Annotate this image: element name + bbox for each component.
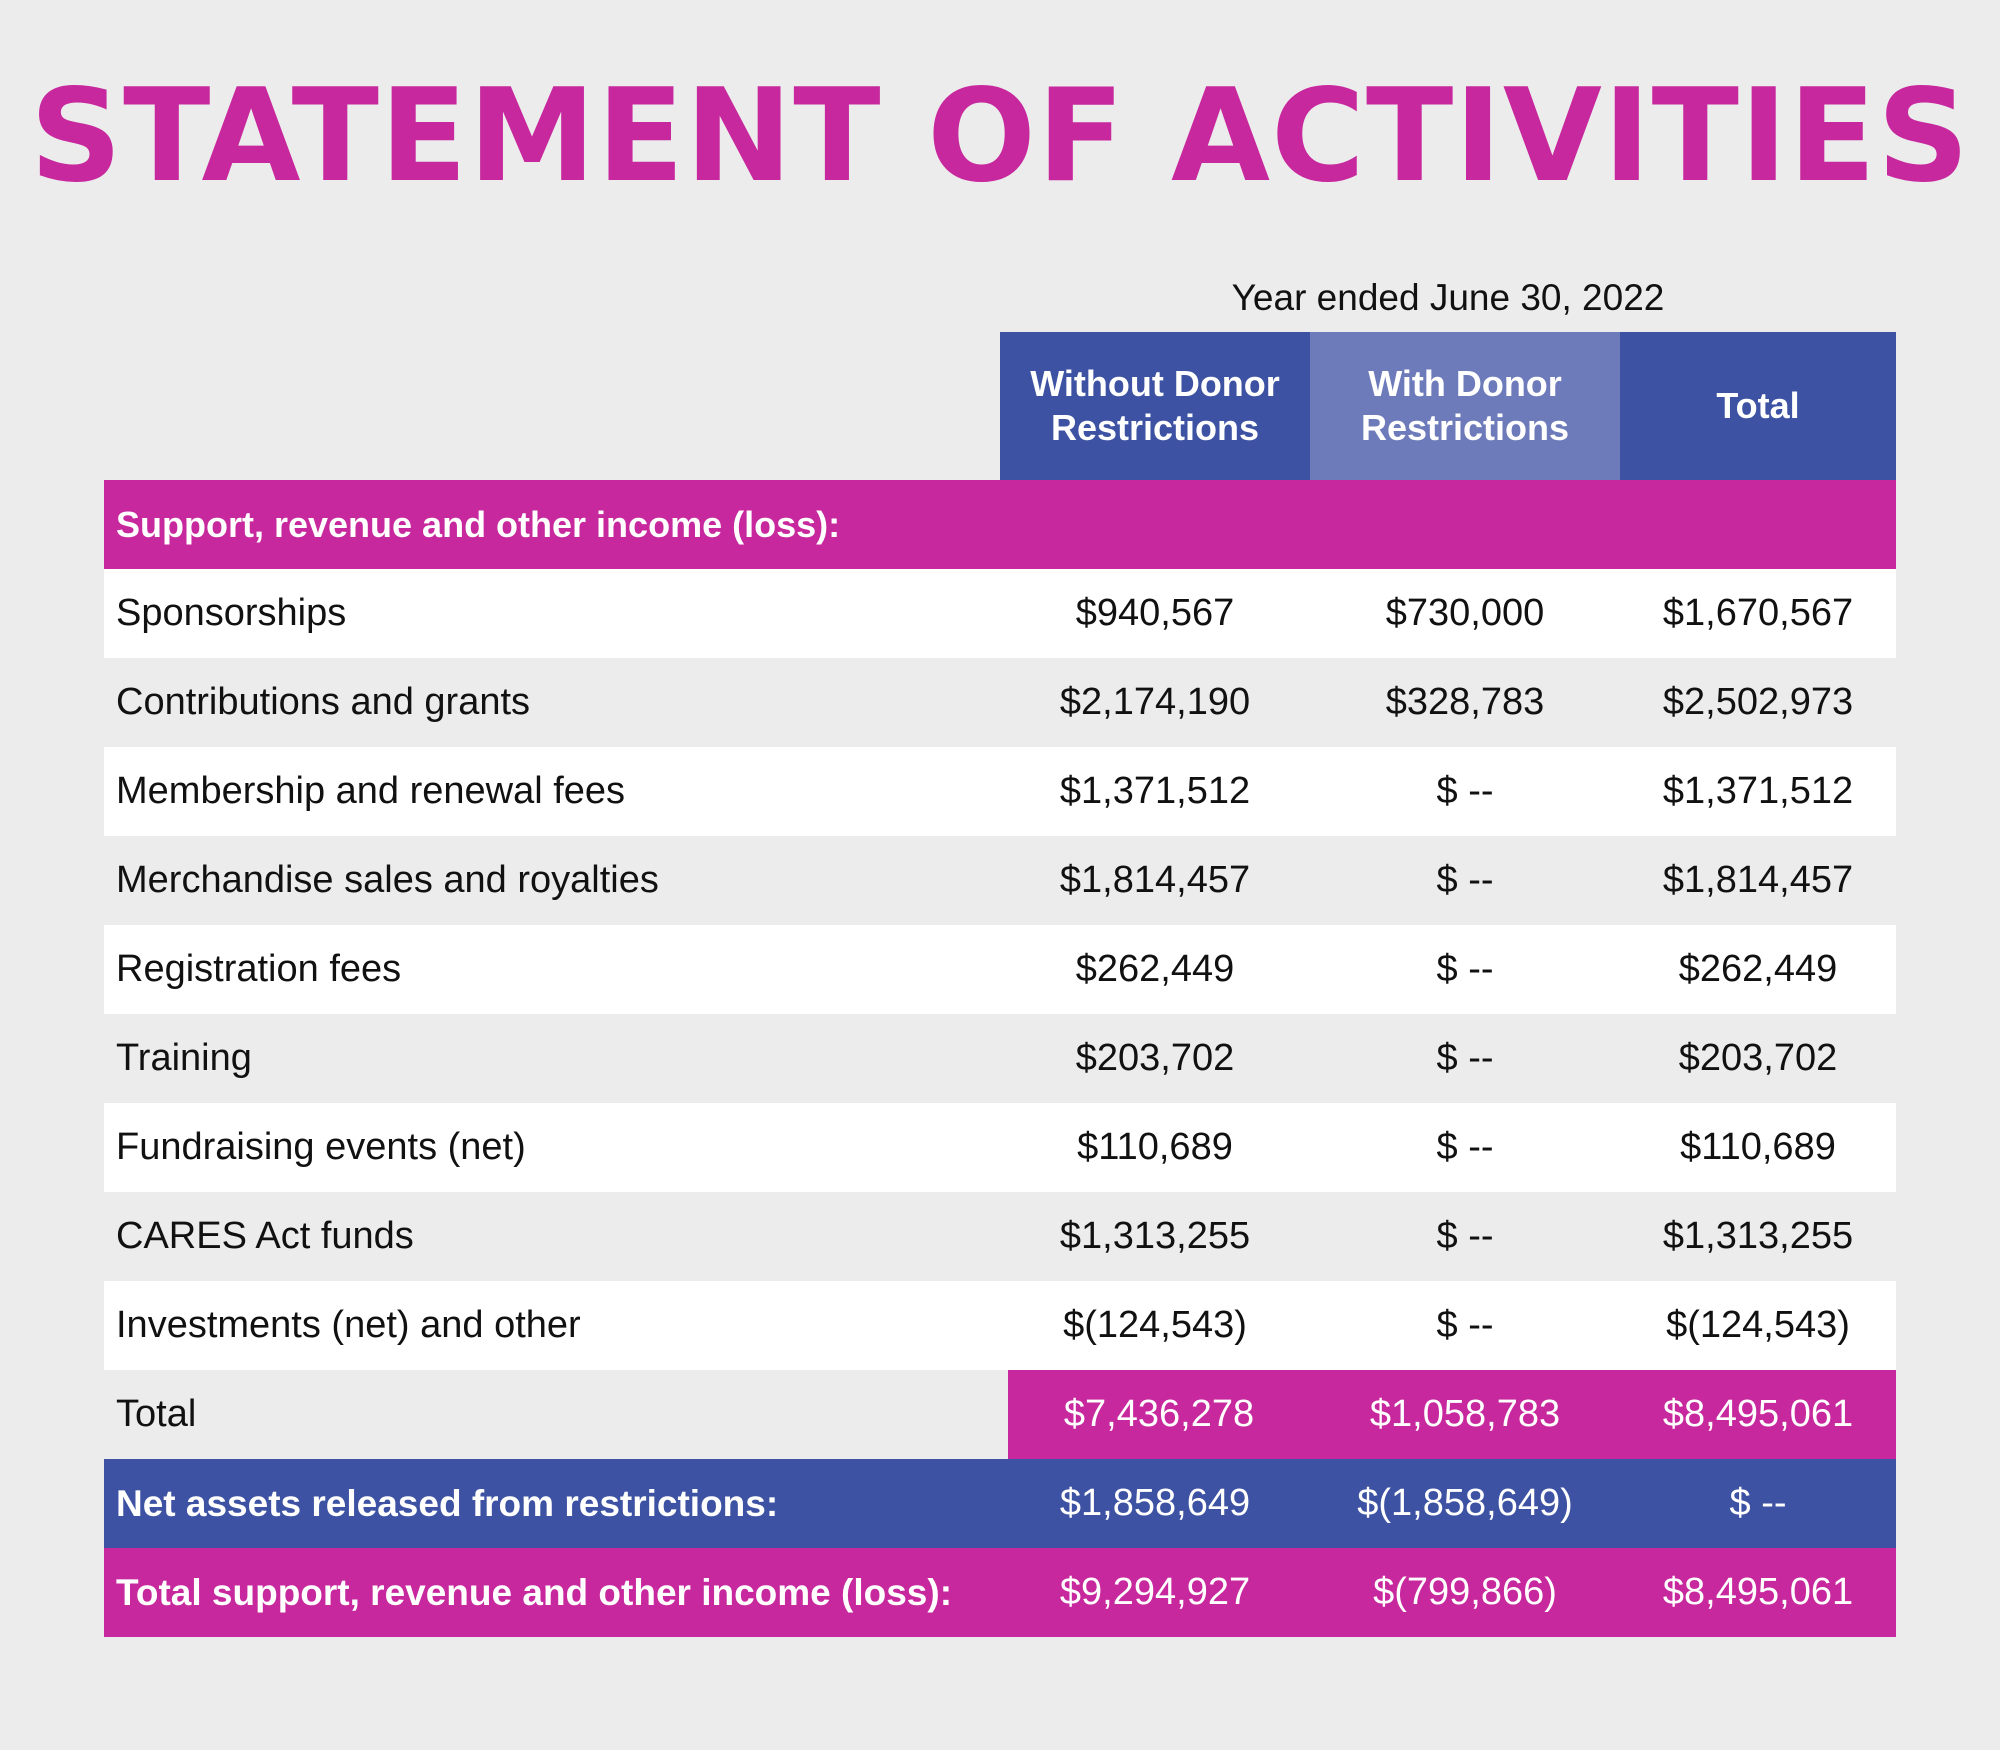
net-assets-with-donor: $(1,858,649) [1357,1482,1573,1524]
table-row [104,569,1896,658]
total-without-donor: $7,436,278 [1008,1370,1310,1459]
value-without-donor: $110,689 [1077,1126,1233,1168]
value-without-donor: $1,371,512 [1059,770,1251,812]
total-total: $8,495,061 [1620,1370,1896,1459]
net-assets-label: Net assets released from restrictions: [116,1482,779,1524]
total-label: Total [104,1370,1000,1459]
row-label: Investments (net) and other [116,1304,581,1346]
value-total: $1,313,255 [1662,1215,1854,1257]
value-with-donor: $ -- [1436,948,1494,990]
table-row [104,1192,1896,1281]
grand-total-without-donor: $9,294,927 [1059,1571,1251,1613]
activities-table [104,332,1896,1637]
row-label: Training [116,1037,252,1079]
value-with-donor: $ -- [1436,1037,1494,1079]
value-without-donor: $203,702 [1075,1037,1235,1079]
net-assets-total: $ -- [1729,1482,1787,1524]
grand-total-total: $8,495,061 [1662,1571,1854,1613]
row-label: Fundraising events (net) [116,1126,526,1168]
period-caption: Year ended June 30, 2022 [1231,277,1665,318]
value-without-donor: $(124,543) [1063,1304,1247,1346]
grand-total-label: Total support, revenue and other income (loss): [116,1571,953,1613]
table-row [104,1281,1896,1370]
value-with-donor: $730,000 [1385,592,1545,634]
row-label: Registration fees [116,948,402,990]
table-row [104,658,1896,747]
column-header-with-donor-restrictions: With Donor Restrictions [1310,332,1620,480]
net-assets-without-donor: $1,858,649 [1059,1482,1251,1524]
value-without-donor: $940,567 [1075,592,1235,634]
value-without-donor: $1,313,255 [1059,1215,1251,1257]
value-with-donor: $328,783 [1385,681,1545,723]
table-row [104,1103,1896,1192]
value-with-donor: $ -- [1436,770,1494,812]
row-label: Contributions and grants [116,681,531,723]
value-total: $203,702 [1678,1037,1838,1079]
value-total: $1,814,457 [1662,859,1854,901]
row-label: CARES Act funds [116,1215,414,1257]
value-without-donor: $1,814,457 [1059,859,1251,901]
row-label: Merchandise sales and royalties [116,859,659,901]
table-row [104,925,1896,1014]
value-total: $1,371,512 [1662,770,1854,812]
column-header-total: Total [1620,332,1896,480]
section-heading: Support, revenue and other income (loss): [116,503,841,545]
row-label: Membership and renewal fees [116,770,626,812]
value-without-donor: $2,174,190 [1059,681,1251,723]
grand-total-with-donor: $(799,866) [1373,1571,1557,1613]
value-with-donor: $ -- [1436,1304,1494,1346]
value-without-donor: $262,449 [1075,948,1235,990]
value-total: $110,689 [1680,1126,1836,1168]
value-total: $(124,543) [1666,1304,1850,1346]
value-total: $1,670,567 [1662,592,1854,634]
net-assets-released-row [104,1459,1896,1548]
row-label: Sponsorships [116,592,347,634]
table-row [104,747,1896,836]
header-spacer [104,332,1000,480]
table-row [104,836,1896,925]
total-with-donor: $1,058,783 [1310,1370,1620,1459]
table-row [104,1014,1896,1103]
value-total: $262,449 [1678,948,1838,990]
value-with-donor: $ -- [1436,1126,1494,1168]
value-with-donor: $ -- [1436,859,1494,901]
page-title: STATEMENT OF ACTIVITIES [29,62,1971,211]
value-total: $2,502,973 [1662,681,1854,723]
total-row [104,1370,1896,1459]
grand-total-row [104,1548,1896,1637]
header-row [104,332,1896,480]
section-heading-row [104,480,1896,569]
column-header-without-donor-restrictions: Without Donor Restrictions [1000,332,1310,480]
value-with-donor: $ -- [1436,1215,1494,1257]
